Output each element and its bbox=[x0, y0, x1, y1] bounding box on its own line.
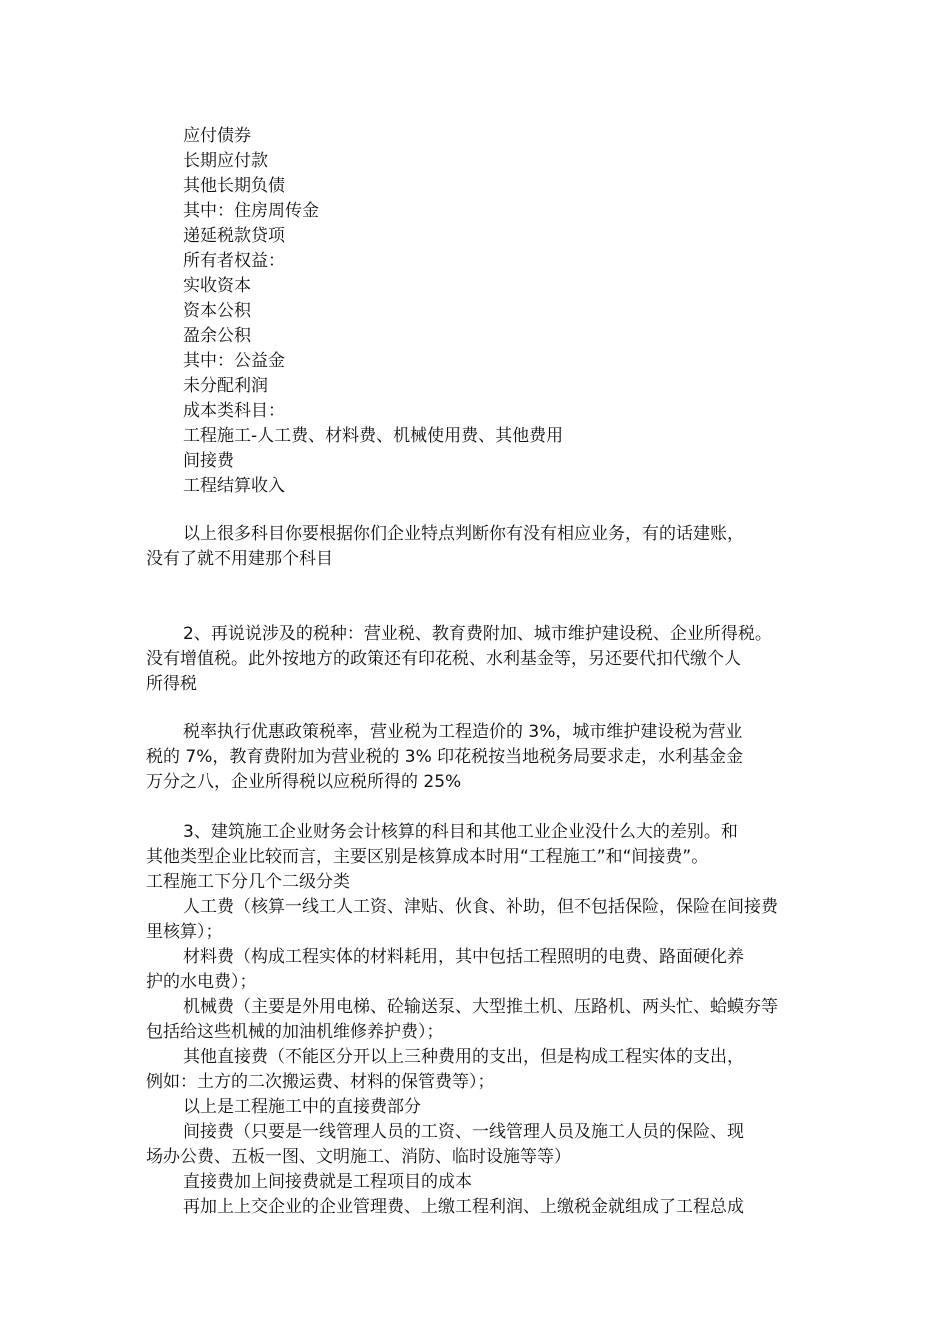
accounts-note-line-2: 没有了就不用建那个科目 bbox=[146, 549, 333, 569]
rates-line-2: 税的 7%，教育费附加为营业税的 3% 印花税按当地税务局要求走，水利基金金 bbox=[146, 747, 744, 767]
taxes-line-1: 2、再说说涉及的税种：营业税、教育费附加、城市维护建设税、企业所得税。 bbox=[183, 624, 772, 644]
account-list-item: 所有者权益： bbox=[183, 251, 285, 271]
accounting-line-1: 3、建筑施工企业财务会计核算的科目和其他工业企业没什么大的差别。和 bbox=[183, 822, 738, 842]
accounts-note-line-1: 以上很多科目你要根据你们企业特点判断你有没有相应业务，有的话建账， bbox=[183, 524, 744, 544]
account-list-item: 实收资本 bbox=[183, 276, 251, 296]
accounting-line-2: 其他类型企业比较而言，主要区别是核算成本时用“工程施工”和“间接费”。 bbox=[146, 847, 709, 867]
account-list bbox=[183, 124, 823, 499]
account-list-item: 未分配利润 bbox=[183, 376, 268, 396]
indirect-cost-line-1: 间接费（只要是一线管理人员的工资、一线管理人员及施工人员的保险、现 bbox=[183, 1122, 744, 1142]
account-list-item: 工程结算收入 bbox=[183, 476, 285, 496]
total-cost-summary: 再加上上交企业的企业管理费、上缴工程利润、上缴税金就组成了工程总成 bbox=[183, 1197, 744, 1217]
account-list-item: 其他长期负债 bbox=[183, 176, 285, 196]
account-list-item: 间接费 bbox=[183, 451, 234, 471]
other-direct-cost-line-2: 例如：土方的二次搬运费、材料的保管费等）； bbox=[146, 1072, 495, 1092]
account-list-item: 其中：住房周传金 bbox=[183, 201, 319, 221]
rates-line-1: 税率执行优惠政策税率，营业税为工程造价的 3%，城市维护建设税为营业 bbox=[183, 722, 743, 742]
account-list-item: 成本类科目： bbox=[183, 401, 285, 421]
machine-cost-line-1: 机械费（主要是外用电梯、砼输送泵、大型推土机、压路机、两头忙、蛤蟆夯等 bbox=[183, 997, 778, 1017]
account-list-item: 其中：公益金 bbox=[183, 351, 285, 371]
machine-cost-line-2: 包括给这些机械的加油机维修养护费）； bbox=[146, 1022, 444, 1042]
taxes-line-2: 没有增值税。此外按地方的政策还有印花税、水利基金等，另还要代扣代缴个人 bbox=[146, 649, 741, 669]
material-cost-line-2: 护的水电费）； bbox=[146, 972, 257, 992]
account-list-item: 工程施工-人工费、材料费、机械使用费、其他费用 bbox=[183, 426, 564, 446]
labor-cost-line-1: 人工费（核算一线工人工资、津贴、伙食、补助，但不包括保险，保险在间接费 bbox=[183, 897, 778, 917]
material-cost-line-1: 材料费（构成工程实体的材料耗用，其中包括工程照明的电费、路面硬化养 bbox=[183, 947, 744, 967]
account-list-item: 应付债券 bbox=[183, 126, 251, 146]
labor-cost-line-2: 里核算）； bbox=[146, 922, 223, 942]
accounting-line-3: 工程施工下分几个二级分类 bbox=[146, 872, 350, 892]
account-list-item: 资本公积 bbox=[183, 301, 251, 321]
taxes-line-3: 所得税 bbox=[146, 674, 197, 694]
project-cost-summary: 直接费加上间接费就是工程项目的成本 bbox=[183, 1172, 472, 1192]
other-direct-cost-line-1: 其他直接费（不能区分开以上三种费用的支出，但是构成工程实体的支出， bbox=[183, 1047, 744, 1067]
rates-line-3: 万分之八，企业所得税以应税所得的 25% bbox=[146, 772, 462, 792]
account-list-item: 长期应付款 bbox=[183, 151, 268, 171]
direct-cost-summary: 以上是工程施工中的直接费部分 bbox=[183, 1097, 421, 1117]
indirect-cost-line-2: 场办公费、五板一图、文明施工、消防、临时设施等等） bbox=[146, 1147, 571, 1167]
account-list-item: 递延税款贷项 bbox=[183, 226, 285, 246]
account-list-item: 盈余公积 bbox=[183, 326, 251, 346]
